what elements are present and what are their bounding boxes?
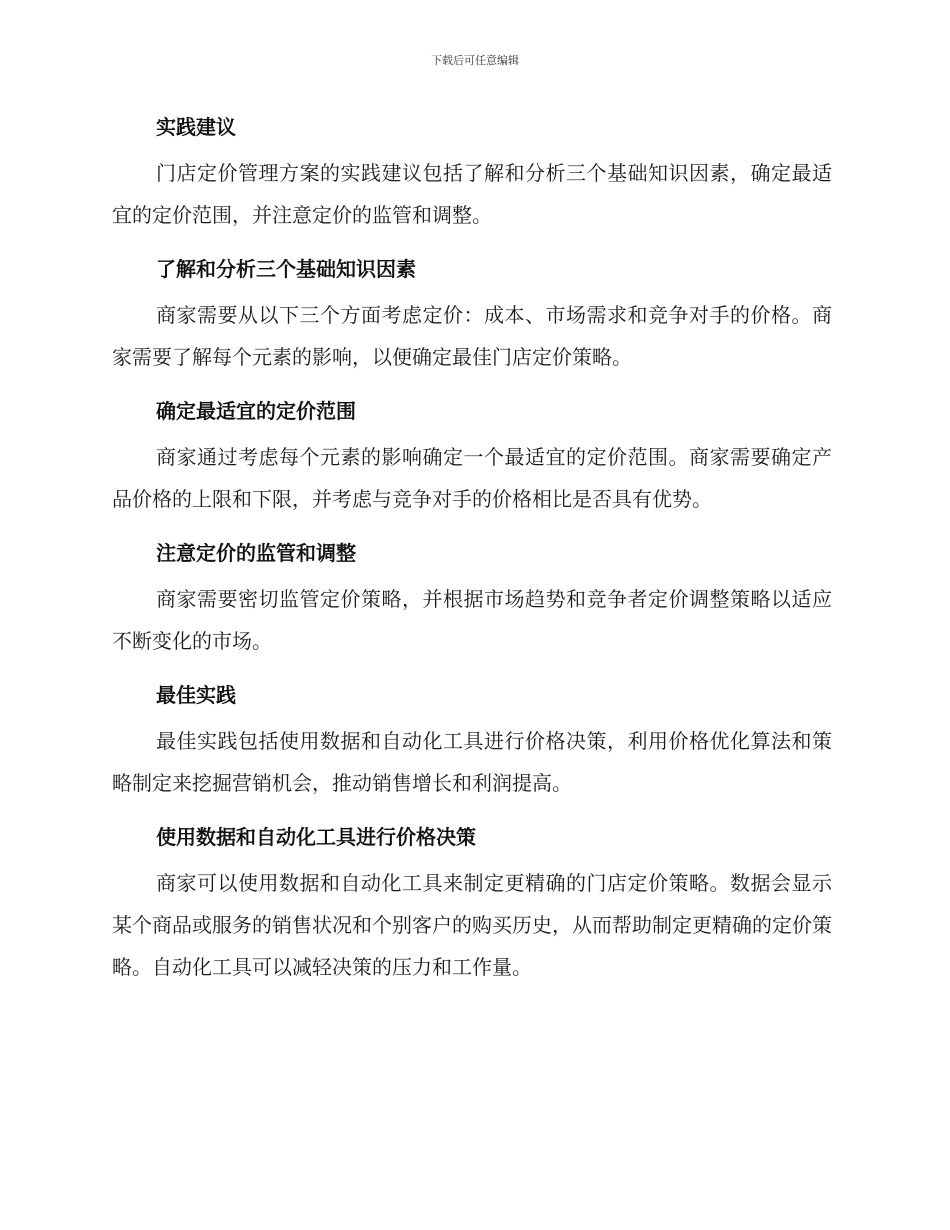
section-heading-monitoring: 注意定价的监管和调整 (156, 541, 356, 565)
section-paragraph-practice-advice: 门店定价管理方案的实践建议包括了解和分析三个基础知识因素，确定最适宜的定价范围，并注意定价的监管和调整。 (112, 161, 832, 227)
section-heading-data-tools: 使用数据和自动化工具进行价格决策 (156, 825, 476, 849)
document-body (112, 112, 832, 988)
section-heading-best-practice: 最佳实践 (156, 683, 236, 707)
section-paragraph-three-factors: 商家需要从以下三个方面考虑定价：成本、市场需求和竞争对手的价格。商家需要了解每个元素的影响，以便确定最佳门店定价策略。 (112, 303, 832, 369)
section-heading-pricing-range: 确定最适宜的定价范围 (156, 399, 356, 423)
section-paragraph-data-tools: 商家可以使用数据和自动化工具来制定更精确的门店定价策略。数据会显示某个商品或服务的销售状况和个别客户的购买历史，从而帮助制定更精确的定价策略。自动化工具可以减轻决策的压力和工作量。 (112, 871, 832, 979)
section-heading-three-factors: 了解和分析三个基础知识因素 (156, 257, 416, 281)
page-header: 下载后可任意编辑 (431, 54, 519, 67)
section-paragraph-best-practice: 最佳实践包括使用数据和自动化工具进行价格决策，利用价格优化算法和策略制定来挖掘营销机会，推动销售增长和利润提高。 (112, 729, 832, 795)
section-paragraph-pricing-range: 商家通过考虑每个元素的影响确定一个最适宜的定价范围。商家需要确定产品价格的上限和下限，并考虑与竞争对手的价格相比是否具有优势。 (112, 445, 832, 511)
section-paragraph-monitoring: 商家需要密切监管定价策略，并根据市场趋势和竞争者定价调整策略以适应不断变化的市场。 (112, 587, 832, 653)
section-heading-practice-advice: 实践建议 (156, 115, 236, 139)
